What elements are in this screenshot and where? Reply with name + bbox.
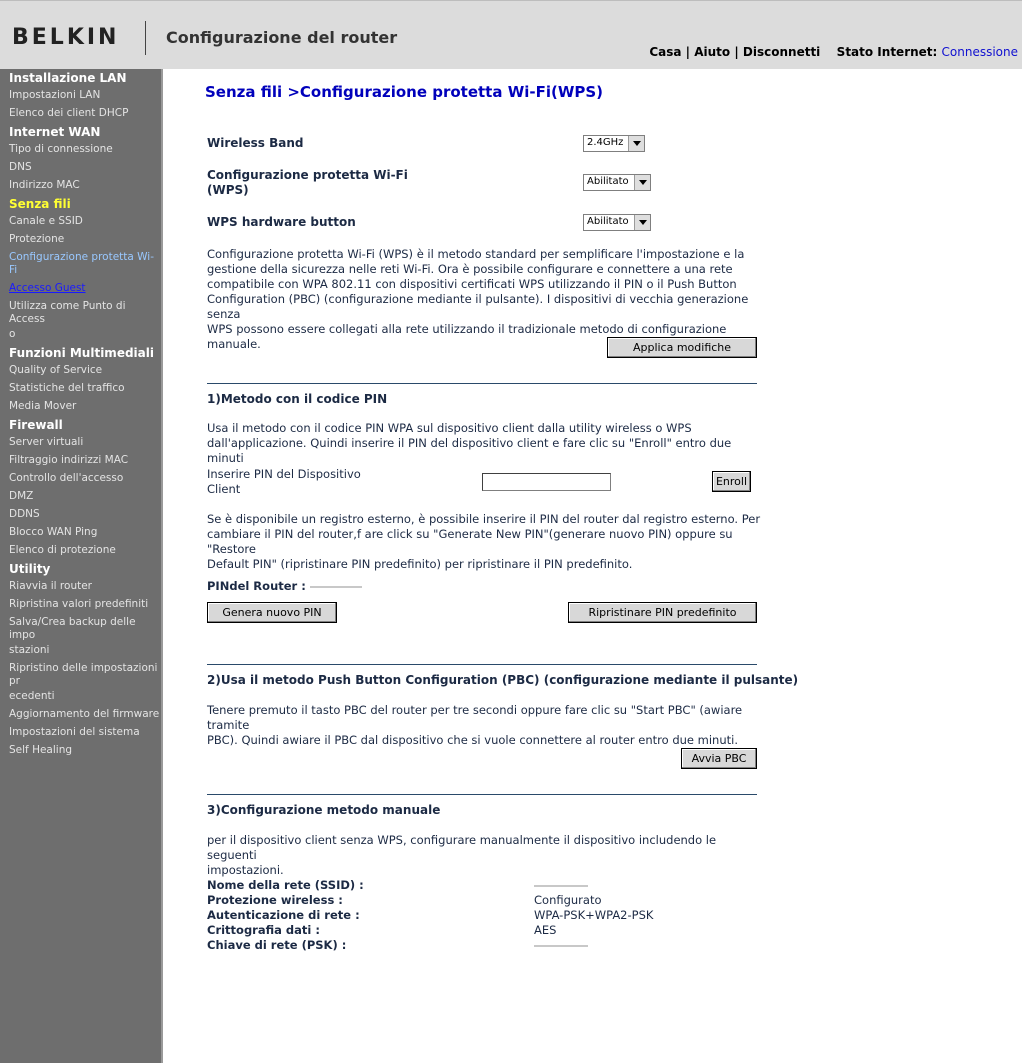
apply-changes-button[interactable]: Applica modifiche <box>607 337 757 358</box>
client-pin-label-line: Inserire PIN del Dispositivo <box>207 467 361 481</box>
header <box>0 0 1022 69</box>
hw-button-label: WPS hardware button <box>207 215 356 229</box>
sidebar-section-wireless[interactable]: Senza fili <box>9 197 71 211</box>
sidebar-item-firmware[interactable]: Aggiornamento del firmware <box>9 708 160 720</box>
sidebar-item-dns[interactable]: DNS <box>9 161 32 173</box>
sidebar-section-utility[interactable]: Utility <box>9 562 51 576</box>
sidebar-item-virtual-servers[interactable]: Server virtuali <box>9 436 84 448</box>
sidebar-item-dhcp-clients[interactable]: Elenco dei client DHCP <box>9 107 129 119</box>
internet-status-value[interactable]: Connessione <box>941 45 1018 59</box>
wps-select[interactable] <box>583 174 651 191</box>
ssid-redacted <box>534 885 588 887</box>
chevron-down-icon <box>628 136 644 151</box>
enroll-button[interactable]: Enroll <box>712 471 751 492</box>
registrar-text-line: Default PIN" (ripristinare PIN predefinito) per ripristinare il PIN predefinito. <box>207 557 633 571</box>
pin-intro-line: Usa il metodo con il codice PIN WPA sul dispositivo client dalla utility wireless o WPS <box>207 421 692 435</box>
sidebar-item-wan-ping[interactable]: Blocco WAN Ping <box>9 526 98 538</box>
wireless-band-value: 2.4GHz <box>587 137 624 148</box>
ssid-value <box>534 878 653 893</box>
registrar-text <box>207 512 767 572</box>
data-encryption-value: AES <box>534 923 557 937</box>
manual-text-line: impostazioni. <box>207 863 284 877</box>
wireless-protection-value: Configurato <box>534 893 602 907</box>
belkin-logo: BELKIN <box>12 25 120 50</box>
sidebar-item-access-point-cont[interactable]: o <box>9 328 16 340</box>
wireless-protection-label: Protezione wireless : <box>207 893 343 907</box>
hw-button-value: Abilitato <box>587 216 629 227</box>
section-divider <box>207 794 757 795</box>
sidebar-item-access-point[interactable]: Utilizza come Punto di Access <box>9 300 126 325</box>
main-content <box>163 69 1022 1063</box>
section-divider <box>207 664 757 665</box>
description-line: WPS possono essere collegati alla rete utilizzando il tradizionale metodo di configurazione manuale. <box>207 322 727 351</box>
home-link[interactable]: Casa <box>649 45 682 59</box>
logo-divider <box>145 21 146 55</box>
pbc-text-line: Tenere premuto il tasto PBC del router per tre secondi oppure fare clic su "Start PBC" (awiare tramite <box>207 703 743 732</box>
sidebar-section-multimedia[interactable]: Funzioni Multimediali <box>9 346 154 360</box>
wps-value: Abilitato <box>587 176 629 187</box>
sidebar <box>0 69 161 1063</box>
pbc-section-title: 2)Usa il metodo Push Button Configuration (PBC) (configurazione mediante il pulsante) <box>207 673 799 687</box>
registrar-text-line: cambiare il PIN del router,f are click su "Generate New PIN"(generare nuovo PIN) oppure su "Restore <box>207 527 733 556</box>
client-pin-label <box>207 467 361 497</box>
chevron-down-icon <box>634 215 650 230</box>
sidebar-item-lan-settings[interactable]: Impostazioni LAN <box>9 89 101 101</box>
ssid-label: Nome della rete (SSID) : <box>207 878 364 892</box>
sidebar-item-self-healing[interactable]: Self Healing <box>9 744 73 756</box>
registrar-text-line: Se è disponibile un registro esterno, è possibile inserire il PIN del router dal registro esterno. Per <box>207 512 761 526</box>
sidebar-item-access-control[interactable]: Controllo dell'accesso <box>9 472 124 484</box>
sidebar-item-wps[interactable]: Configurazione protetta Wi-Fi <box>9 251 155 276</box>
wireless-band-select[interactable] <box>583 135 645 152</box>
help-link[interactable]: Aiuto <box>694 45 731 59</box>
pin-intro <box>207 421 767 466</box>
link-separator: | <box>734 45 743 59</box>
sidebar-item-channel-ssid[interactable]: Canale e SSID <box>9 215 83 227</box>
sidebar-item-qos[interactable]: Quality of Service <box>9 364 103 376</box>
manual-text-line: per il dispositivo client senza WPS, configurare manualmente il dispositivo includendo le seguenti <box>207 833 717 862</box>
sidebar-item-system-settings[interactable]: Impostazioni del sistema <box>9 726 140 738</box>
pin-section-title: 1)Metodo con il codice PIN <box>207 392 388 406</box>
sidebar-item-mac-filter[interactable]: Filtraggio indirizzi MAC <box>9 454 129 466</box>
restore-pin-button[interactable]: Ripristinare PIN predefinito <box>568 602 757 623</box>
manual-text <box>207 833 767 878</box>
router-pin-row <box>207 579 362 594</box>
sidebar-item-backup[interactable]: Salva/Crea backup delle impo <box>9 616 136 641</box>
client-pin-label-line: Client <box>207 482 241 496</box>
description-line: compatibile con WPA 802.11 con dispositivi certificati WPS utilizzando il PIN o il Push Button <box>207 277 737 291</box>
sidebar-item-restore-previous[interactable]: Ripristino delle impostazioni pr <box>9 662 158 687</box>
psk-redacted <box>534 945 588 947</box>
description-line: Configuration (PBC) (configurazione mediante il pulsante). I dispositivi di vecchia generazione senza <box>207 292 749 321</box>
description-line: gestione della sicurezza nelle reti Wi-Fi. Ora è possibile configurare e connettere a una rete <box>207 262 733 276</box>
data-encryption-label: Crittografia dati : <box>207 923 320 937</box>
wps-label-cont: (WPS) <box>207 183 249 197</box>
app-title: Configurazione del router <box>166 28 398 47</box>
router-pin-redacted <box>310 586 362 588</box>
description-line: Configurazione protetta Wi-Fi (WPS) è il metodo standard per semplificare l'impostazione e la <box>207 247 745 261</box>
sidebar-item-guest-access[interactable]: Accesso Guest <box>9 282 86 294</box>
sidebar-section-firewall[interactable]: Firewall <box>9 418 63 432</box>
client-pin-input[interactable] <box>482 473 611 491</box>
pbc-text <box>207 703 767 748</box>
sidebar-item-restore-previous-cont[interactable]: ecedenti <box>9 690 55 702</box>
sidebar-item-connection-type[interactable]: Tipo di connessione <box>9 143 113 155</box>
sidebar-item-mac-address[interactable]: Indirizzo MAC <box>9 179 80 191</box>
network-auth-label: Autenticazione di rete : <box>207 908 360 922</box>
sidebar-item-security[interactable]: Protezione <box>9 233 65 245</box>
sidebar-item-traffic-stats[interactable]: Statistiche del traffico <box>9 382 125 394</box>
router-pin-label: PINdel Router : <box>207 579 306 593</box>
sidebar-item-security-log[interactable]: Elenco di protezione <box>9 544 116 556</box>
link-separator: | <box>685 45 695 59</box>
manual-labels <box>207 878 364 953</box>
sidebar-item-restart[interactable]: Riavvia il router <box>9 580 92 592</box>
hw-button-select[interactable] <box>583 214 651 231</box>
top-links <box>649 45 1018 59</box>
sidebar-section-lan[interactable]: Installazione LAN <box>9 71 127 85</box>
logout-link[interactable]: Disconnetti <box>742 45 821 59</box>
sidebar-item-backup-cont[interactable]: stazioni <box>9 644 50 656</box>
sidebar-item-media-mover[interactable]: Media Mover <box>9 400 77 412</box>
sidebar-item-restore-defaults[interactable]: Ripristina valori predefiniti <box>9 598 149 610</box>
network-key-value <box>534 938 653 953</box>
chevron-down-icon <box>634 175 650 190</box>
generate-pin-button[interactable]: Genera nuovo PIN <box>207 602 337 623</box>
start-pbc-button[interactable]: Avvia PBC <box>681 748 757 769</box>
pin-intro-line: dall'applicazione. Quindi inserire il PIN del dispositivo client e fare clic su "Enroll" entro due minuti <box>207 436 732 465</box>
internet-status-label: Stato Internet: <box>836 45 938 59</box>
page-title: Senza fili >Configurazione protetta Wi-Fi(WPS) <box>205 83 604 101</box>
wireless-band-label: Wireless Band <box>207 136 304 150</box>
manual-section-title: 3)Configurazione metodo manuale <box>207 803 441 817</box>
wps-label: Configurazione protetta Wi-Fi <box>207 168 408 182</box>
sidebar-section-wan[interactable]: Internet WAN <box>9 125 101 139</box>
manual-values <box>534 878 653 953</box>
section-divider <box>207 383 757 384</box>
sidebar-item-dmz[interactable]: DMZ <box>9 490 34 502</box>
network-key-label: Chiave di rete (PSK) : <box>207 938 347 952</box>
sidebar-item-ddns[interactable]: DDNS <box>9 508 40 520</box>
pbc-text-line: PBC). Quindi awiare il PBC dal dispositivo che si vuole connettere al router entro due minuti. <box>207 733 738 747</box>
network-auth-value: WPA-PSK+WPA2-PSK <box>534 908 654 922</box>
